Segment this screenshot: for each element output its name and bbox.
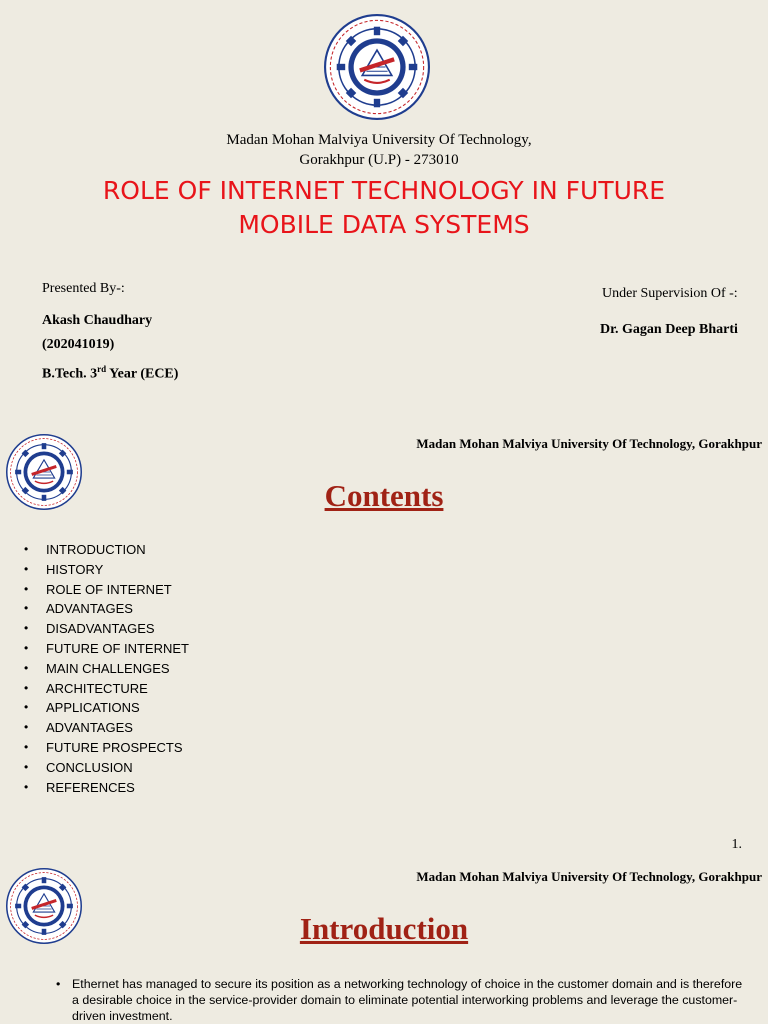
university-name-line1: Madan Mohan Malviya University Of Technology, <box>226 132 532 148</box>
supervision-label: Under Supervision Of -: <box>602 286 738 301</box>
list-item: • INTRODUCTION <box>24 540 189 560</box>
presented-by-label: Presented By-: <box>42 281 125 296</box>
title-line1: ROLE OF INTERNET TECHNOLOGY IN FUTURE <box>102 176 666 205</box>
university-name-line2: Gorakhpur (U.P) - 273010 <box>299 152 459 168</box>
intro-bullet-text: Ethernet has managed to secure its position as a networking technology of choice in the customer domain and is therefore a desirable choice in the service-provider domain to eliminate potential interworking problems and leverage the customer-driven investment. <box>72 977 743 1023</box>
contents-heading: Contents <box>324 478 444 513</box>
presentation-title <box>0 174 768 242</box>
introduction-heading: Introduction <box>299 911 469 946</box>
course-prefix: B.Tech. 3 <box>42 366 98 382</box>
slide-footer-university: Madan Mohan Malviya University Of Technology, Gorakhpur <box>416 436 762 451</box>
list-item: • FUTURE OF INTERNET <box>24 639 189 659</box>
university-name <box>0 130 758 170</box>
list-item: • FUTURE PROSPECTS <box>24 738 189 758</box>
course-superscript: rd <box>97 364 107 374</box>
list-item: • ROLE OF INTERNET <box>24 580 189 600</box>
course-info <box>42 357 178 387</box>
intro-bullet <box>56 976 746 1024</box>
supervisor-name: Dr. Gagan Deep Bharti <box>600 322 738 337</box>
bullet-marker: • <box>56 977 61 991</box>
list-item: • ADVANTAGES <box>24 718 189 738</box>
roll-number: (202041019) <box>42 337 115 352</box>
course-suffix: Year (ECE) <box>106 366 179 382</box>
list-item: • REFERENCES <box>24 778 189 798</box>
list-item: • CONCLUSION <box>24 758 189 778</box>
list-item: • APPLICATIONS <box>24 698 189 718</box>
introduction-slide <box>0 840 768 1024</box>
title-slide <box>0 0 768 410</box>
list-item: • MAIN CHALLENGES <box>24 659 189 679</box>
list-item: • HISTORY <box>24 560 189 580</box>
list-item: • DISADVANTAGES <box>24 619 189 639</box>
student-name: Akash Chaudhary <box>42 313 153 328</box>
university-seal-logo <box>324 14 430 120</box>
contents-list <box>24 540 189 797</box>
contents-slide <box>0 410 768 852</box>
list-item: • ADVANTAGES <box>24 599 189 619</box>
title-line2: MOBILE DATA SYSTEMS <box>238 210 530 239</box>
slide-footer-university: Madan Mohan Malviya University Of Technology, Gorakhpur <box>416 869 762 884</box>
page-number: 1. <box>731 837 742 852</box>
list-item: • ARCHITECTURE <box>24 679 189 699</box>
